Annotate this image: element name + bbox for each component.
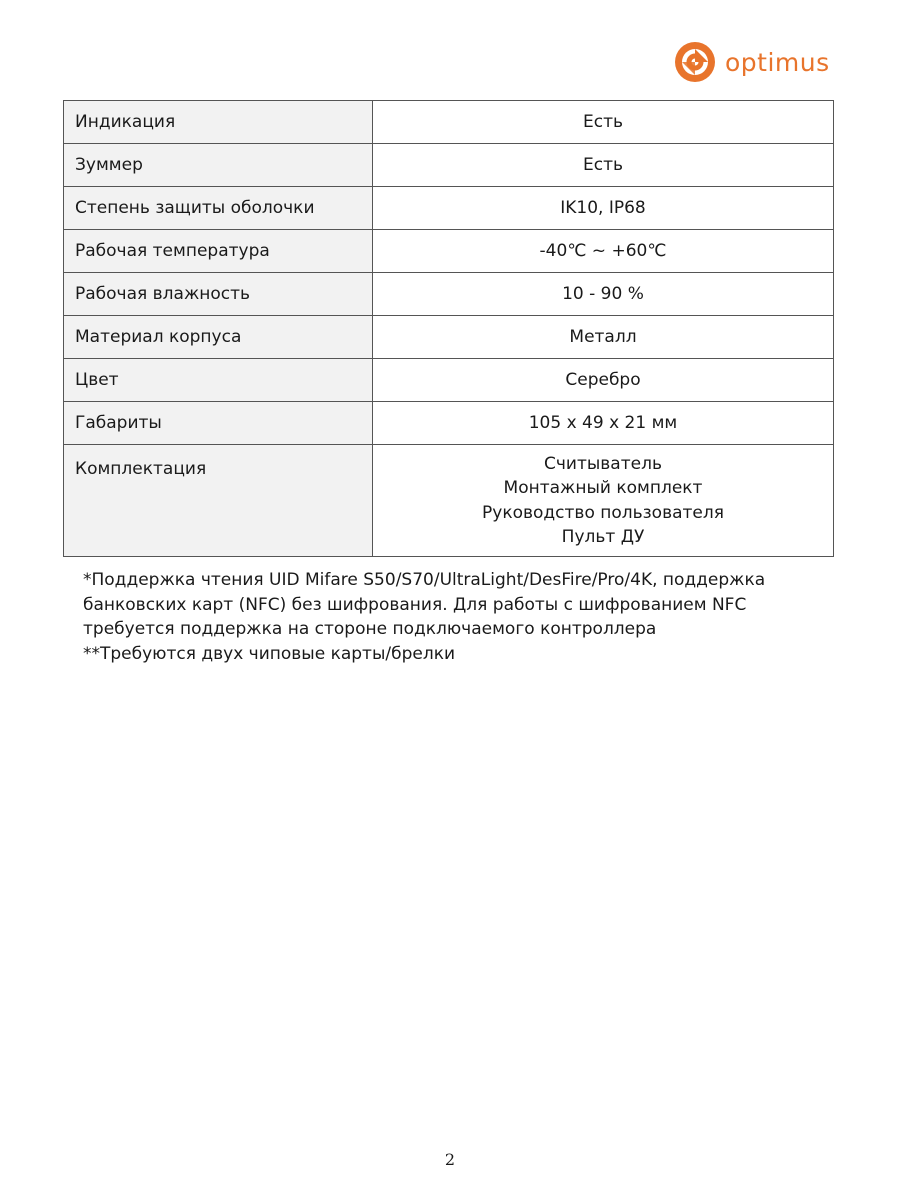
- package-item: Пульт ДУ: [561, 527, 645, 547]
- package-item: Руководство пользователя: [482, 502, 724, 523]
- page-number: 2: [444, 1150, 456, 1169]
- table-row: [64, 445, 834, 557]
- package-item: Считыватель: [544, 453, 662, 474]
- optimus-camera-logo-icon: [673, 40, 717, 84]
- spec-label: Степень защиты оболочки: [64, 187, 373, 230]
- spec-label: Комплектация: [64, 445, 373, 557]
- spec-table: [63, 100, 834, 557]
- table-row: [64, 273, 834, 316]
- table-row: [64, 187, 834, 230]
- table-row: [64, 402, 834, 445]
- spec-value: 10 - 90 %: [373, 273, 834, 316]
- table-row: [64, 359, 834, 402]
- spec-value: Есть: [373, 144, 834, 187]
- package-item: Монтажный комплект: [503, 478, 703, 498]
- spec-value: -40℃ ~ +60℃: [373, 230, 834, 273]
- spec-label: Габариты: [64, 402, 373, 445]
- spec-value: Есть: [373, 101, 834, 144]
- spec-value: IK10, IP68: [373, 187, 834, 230]
- spec-label: Индикация: [64, 101, 373, 144]
- footnote-dual-chip: **Требуются двух чиповые карты/брелки: [83, 643, 456, 664]
- footnote-card-support: *Поддержка чтения UID Mifare S50/S70/UltraLight/DesFire/Pro/4K, поддержка банковских карт (NFC) без шифрования. Для работы с шифрованием NFC требуется поддержка на стороне подключаемого контроллера: [83, 570, 766, 639]
- brand-name: optimus: [725, 47, 830, 77]
- spec-label: Рабочая температура: [64, 230, 373, 273]
- table-row: [64, 316, 834, 359]
- spec-value: Серебро: [373, 359, 834, 402]
- brand-logo: [673, 40, 830, 84]
- table-row: [64, 101, 834, 144]
- spec-value: 105 x 49 x 21 мм: [373, 402, 834, 445]
- footnotes: [83, 568, 843, 666]
- spec-label: Материал корпуса: [64, 316, 373, 359]
- spec-label: Цвет: [64, 359, 373, 402]
- table-row: [64, 144, 834, 187]
- spec-value-list: [373, 445, 834, 557]
- spec-value: Металл: [373, 316, 834, 359]
- spec-label: Зуммер: [64, 144, 373, 187]
- table-row: [64, 230, 834, 273]
- spec-label: Рабочая влажность: [64, 273, 373, 316]
